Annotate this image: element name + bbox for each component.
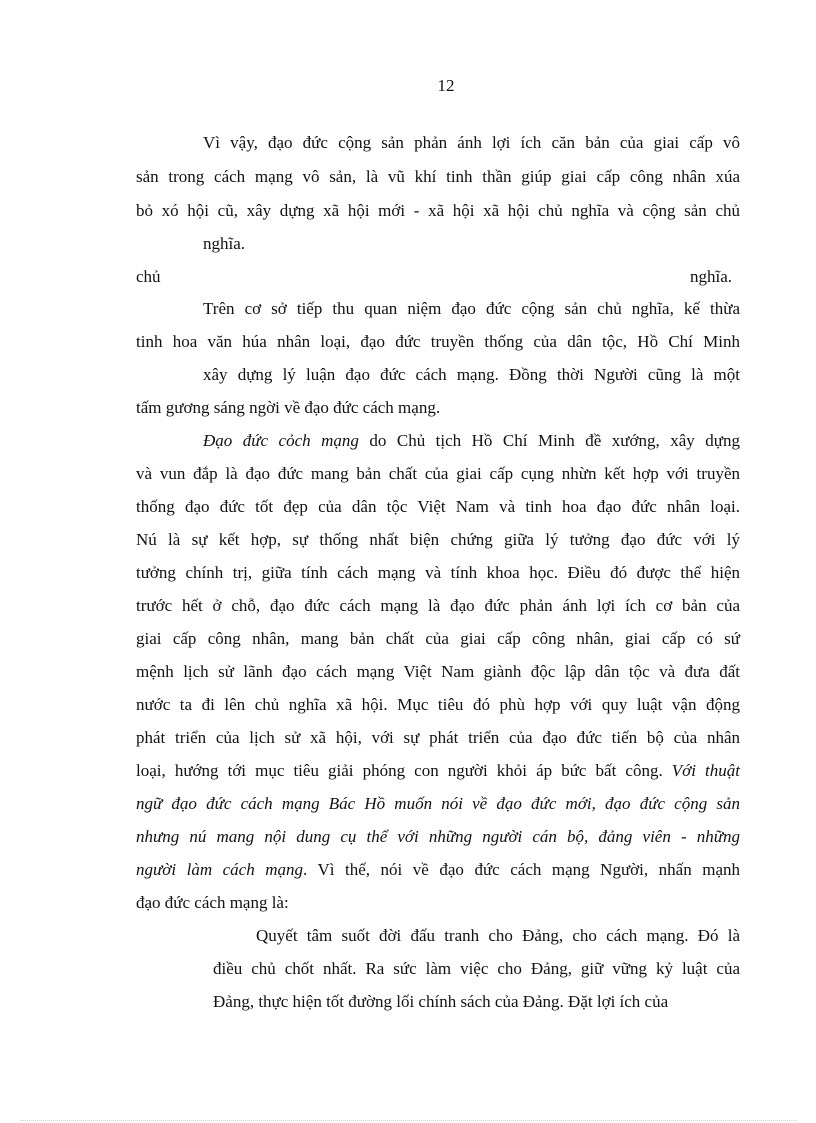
p3-line-1-rest: do Chủ tịch Hồ Chí Minh đề xướng, xây dựng — [358, 431, 740, 450]
p1-line-2: sản trong cách mạng vô sản, là vũ khí tinh thần giúp giai cấp công nhân xúa — [136, 167, 740, 186]
p2-line-3: xây dựng lý luận đạo đức cách mạng. Đồng thời Người cũng là một — [203, 365, 740, 384]
p3-line-1 — [203, 430, 740, 452]
p3-line-11-italic: Với thuật — [671, 761, 740, 780]
p1-line-3: bỏ xó hội cũ, xây dựng xã hội mới - xã hội xã hội chủ nghĩa và cộng sản chủ — [136, 201, 740, 220]
p3-line-3: thống đạo đức tốt đẹp của dân tộc Việt Nam và tinh hoa đạo đức nhân loại. — [136, 497, 740, 516]
p3-line-9: nước ta đi lên chủ nghĩa xã hội. Mục tiêu đó phù hợp với quy luật vận động — [136, 695, 740, 714]
p3-line-4: Nú là sự kết hợp, sự thống nhất biện chứng giữa lý tưởng đạo đức với lý — [136, 530, 740, 549]
p3-line-12: ngữ đạo đức cách mạng Bác Hồ muốn nói về đạo đức mới, đạo đức cộng sản — [136, 794, 740, 813]
page-bottom-border — [20, 1120, 796, 1121]
p3-line-11 — [136, 760, 740, 782]
p3-line-15: đạo đức cách mạng là: — [136, 893, 289, 912]
quote-line-2: điều chủ chốt nhất. Ra sức làm việc cho Đảng, giữ vững kỷ luật của — [213, 959, 740, 978]
p3-line-1-italic: Đạo đức cỏch mạng — [203, 431, 359, 450]
p2-line-1: Trên cơ sở tiếp thu quan niệm đạo đức cộng sản chủ nghĩa, kế thừa — [203, 299, 740, 318]
p3-line-14 — [136, 859, 740, 881]
p2-line-2: tinh hoa văn húa nhân loại, đạo đức truyền thống của dân tộc, Hồ Chí Minh — [136, 332, 740, 351]
p3-line-11-normal: loại, hướng tới mục tiêu giải phóng con người khỏi áp bức bất công. — [136, 761, 672, 780]
p1-line-4: nghĩa. — [203, 234, 246, 253]
orphan-left: chủ — [136, 267, 161, 286]
p3-line-2: và vun đắp là đạo đức mang bản chất của giai cấp cụng nhừn kết hợp với truyền — [136, 464, 740, 483]
p3-line-10: phát triển của lịch sử xã hội, với sự phát triển của đạo đức tiến bộ của nhân — [136, 728, 740, 747]
quote-line-1: Quyết tâm suốt đời đấu tranh cho Đảng, cho cách mạng. Đó là — [256, 926, 740, 945]
p3-line-8: mệnh lịch sử lãnh đạo cách mạng Việt Nam giành độc lập dân tộc và đưa đất — [136, 662, 740, 681]
p3-line-13: nhưng nú mang nội dung cụ thể với những người cán bộ, đảng viên - những — [136, 827, 740, 846]
p3-line-6: trước hết ở chỗ, đạo đức cách mạng là đạo đức phản ánh lợi ích cơ bản của — [136, 596, 740, 615]
p2-line-4: tấm gương sáng ngời về đạo đức cách mạng. — [136, 398, 441, 417]
p3-line-14-rest: . Vì thế, nói về đạo đức cách mạng Người, nhấn mạnh — [303, 860, 740, 879]
p3-line-14-italic: người làm cách mạng — [136, 860, 304, 879]
page-number: 12 — [437, 76, 455, 95]
p1-line-1: Vì vậy, đạo đức cộng sản phản ánh lợi ích căn bản của giai cấp vô — [203, 133, 740, 152]
quote-line-3: Đảng, thực hiện tốt đường lối chính sách của Đảng. Đặt lợi ích của — [213, 992, 669, 1011]
orphan-right: nghĩa. — [690, 267, 733, 286]
p3-line-5: tưởng chính trị, giữa tính cách mạng và tính khoa học. Điều đó được thể hiện — [136, 563, 740, 582]
p3-line-7: giai cấp công nhân, mang bản chất của giai cấp công nhân, giai cấp có sứ — [136, 629, 740, 648]
